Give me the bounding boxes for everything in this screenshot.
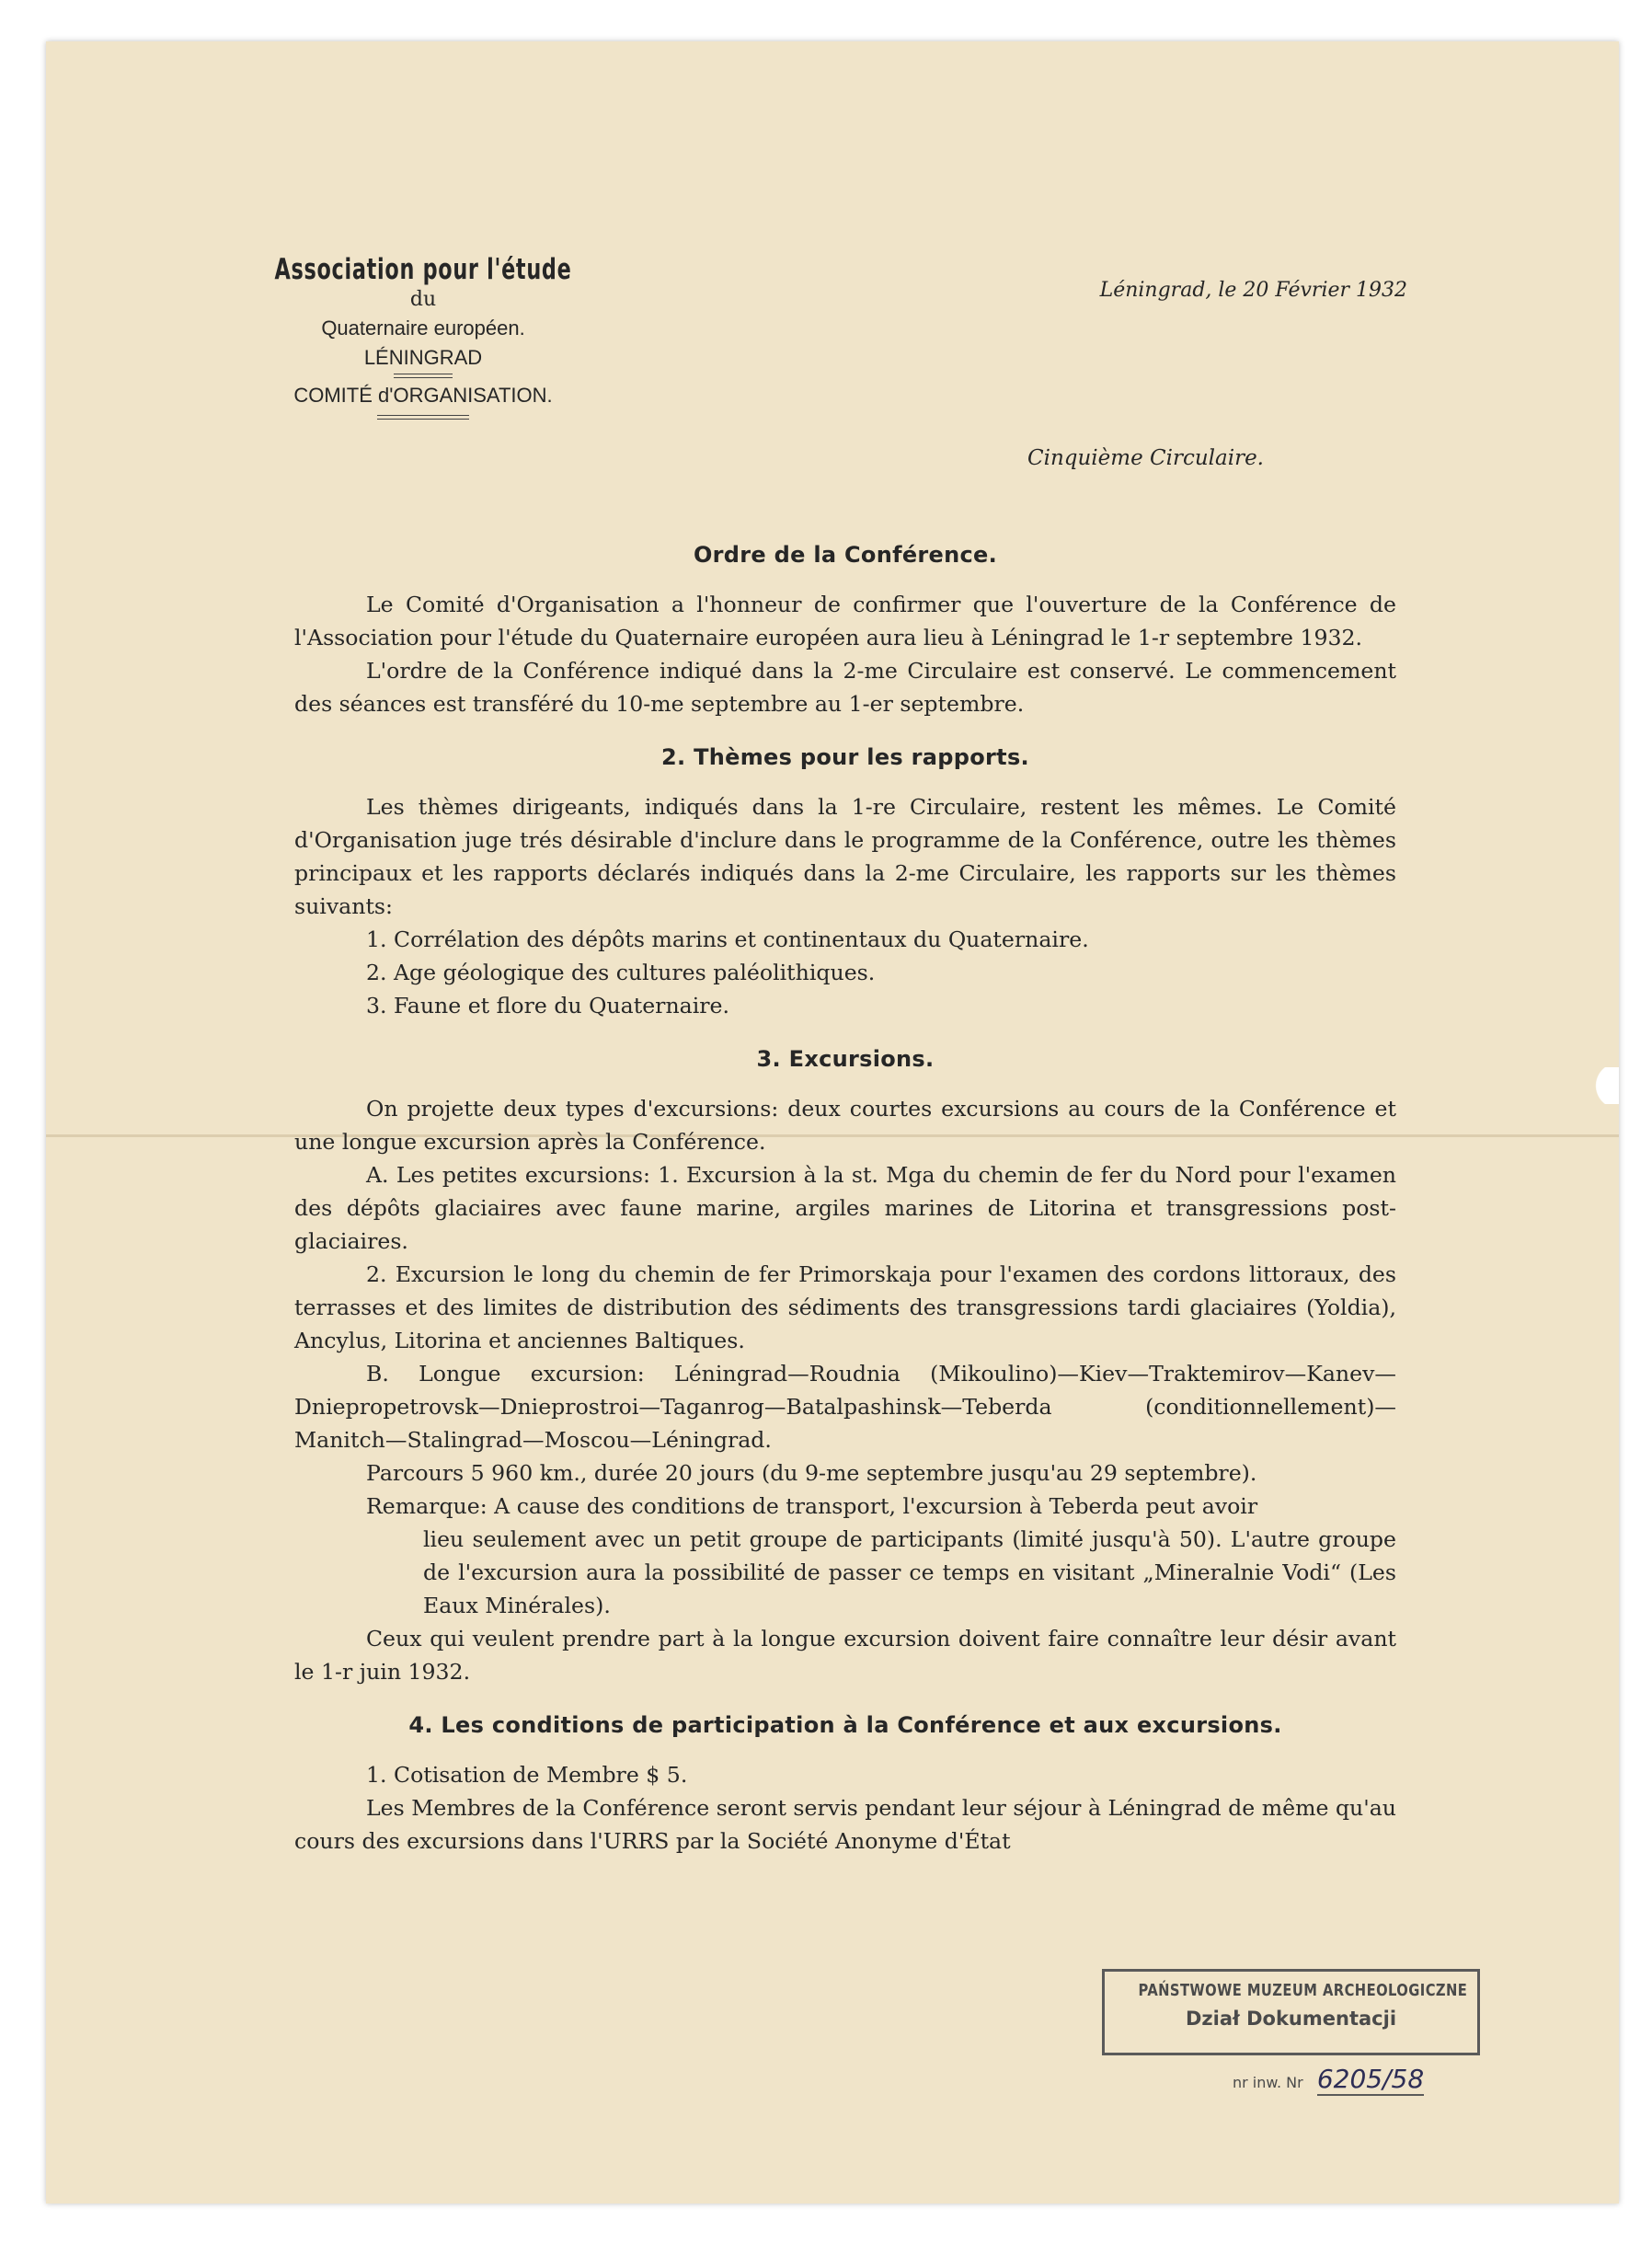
section-title: 2. Thèmes pour les rapports. xyxy=(661,744,1029,770)
remark-body: lieu seulement avec un petit groupe de participants (limité jusqu'à 50). L'autre groupe de l'excursion aura la possibilité de passer ce temps en visitant „Mineralnie Vodi“ (Les Eaux Minérales). xyxy=(423,1526,1396,1618)
letter-body xyxy=(294,538,1396,1858)
letter-date: Léningrad, le 20 Février 1932 xyxy=(1099,279,1407,302)
letterhead xyxy=(212,253,635,420)
list-item: 2. Age géologique des cultures paléolithiques. xyxy=(366,960,876,985)
list-item: 3. Faune et flore du Quaternaire. xyxy=(366,993,729,1018)
document-page xyxy=(46,41,1619,2204)
org-city: LÉNINGRAD xyxy=(363,346,483,369)
org-subtitle: Quaternaire européen. xyxy=(321,316,525,339)
stamp-department: Dział Dokumentacji xyxy=(1185,2008,1397,2030)
section-title: 4. Les conditions de participation à la Conférence et aux excursions. xyxy=(408,1712,1282,1738)
remark-lead: Remarque: A cause des conditions de transport, l'excursion à Teberda peut avoir xyxy=(366,1493,1258,1519)
paper-tear xyxy=(1582,1067,1619,1104)
paragraph: 2. Excursion le long du chemin de fer Primorskaja pour l'examen des cordons littoraux, des terrasses et des limites de distribution des sédiments des transgressions tardi glaciaires (Yoldia), Ancylus, Litorina et anciennes Baltiques. xyxy=(294,1261,1396,1353)
inventory-number xyxy=(1233,2064,1490,2100)
paragraph: A. Les petites excursions: 1. Excursion à la st. Mga du chemin de fer du Nord pour l'examen des dépôts glaciaires avec faune marine, argiles marines de Litorina et transgressions post-glaciaires. xyxy=(294,1162,1396,1254)
paragraph: On projette deux types d'excursions: deux courtes excursions au cours de la Conférence et une longue excursion après la Conférence. xyxy=(294,1096,1396,1155)
circular-number: Cinquième Circulaire. xyxy=(1027,446,1264,470)
org-committee: COMITÉ d'ORGANISATION. xyxy=(293,384,553,407)
inventory-value: 6205/58 xyxy=(1316,2064,1425,2094)
museum-stamp xyxy=(1102,1969,1480,2055)
divider xyxy=(394,374,453,378)
paragraph: Ceux qui veulent prendre part à la longue excursion doivent faire connaître leur désir avant le 1-r juin 1932. xyxy=(294,1626,1396,1685)
stamp-text: PAŃSTWOWE MUZEUM ARCHEOLOGICZNE xyxy=(1138,1981,1468,2000)
org-du: du xyxy=(409,288,437,311)
inventory-label: nr inw. Nr xyxy=(1233,2074,1303,2091)
paragraph: Les Membres de la Conférence seront servis pendant leur séjour à Léningrad de même qu'au cours des excursions dans l'URRS par la Société Anonyme d'État xyxy=(294,1795,1396,1854)
paragraph: Parcours 5 960 km., durée 20 jours (du 9-me septembre jusqu'au 29 septembre). xyxy=(366,1460,1257,1486)
org-name: Association pour l'étude xyxy=(274,253,572,286)
section-title: Ordre de la Conférence. xyxy=(693,542,998,568)
section-title: 3. Excursions. xyxy=(756,1046,935,1072)
list-item: 1. Corrélation des dépôts marins et continentaux du Quaternaire. xyxy=(366,926,1089,952)
divider xyxy=(377,415,469,420)
paragraph: Le Comité d'Organisation a l'honneur de confirmer que l'ouverture de la Conférence de l'Association pour l'étude du Quaternaire européen aura lieu à Léningrad le 1-r septembre 1932. xyxy=(294,592,1396,650)
paragraph: Les thèmes dirigeants, indiqués dans la 1-re Circulaire, restent les mêmes. Le Comité d'Organisation juge trés désirable d'inclure dans le programme de la Conférence, outre les thèmes principaux et les rapports déclarés indiqués dans la 2-me Circulaire, les rapports sur les thèmes suivants: xyxy=(294,794,1396,919)
paragraph: L'ordre de la Conférence indiqué dans la 2-me Circulaire est conservé. Le commencement des séances est transféré du 10-me septembre au 1-er septembre. xyxy=(294,658,1396,717)
paragraph: 1. Cotisation de Membre $ 5. xyxy=(366,1762,688,1788)
paragraph: B. Longue excursion: Léningrad—Roudnia (Mikoulino)—Kiev—Traktemirov—Kanev—Dniepropetrovsk—Dnieprostroi—Taganrog—Batalpashinsk—Teberda (conditionnellement)—Manitch—Stalingrad—Moscou—Léningrad. xyxy=(294,1361,1396,1453)
